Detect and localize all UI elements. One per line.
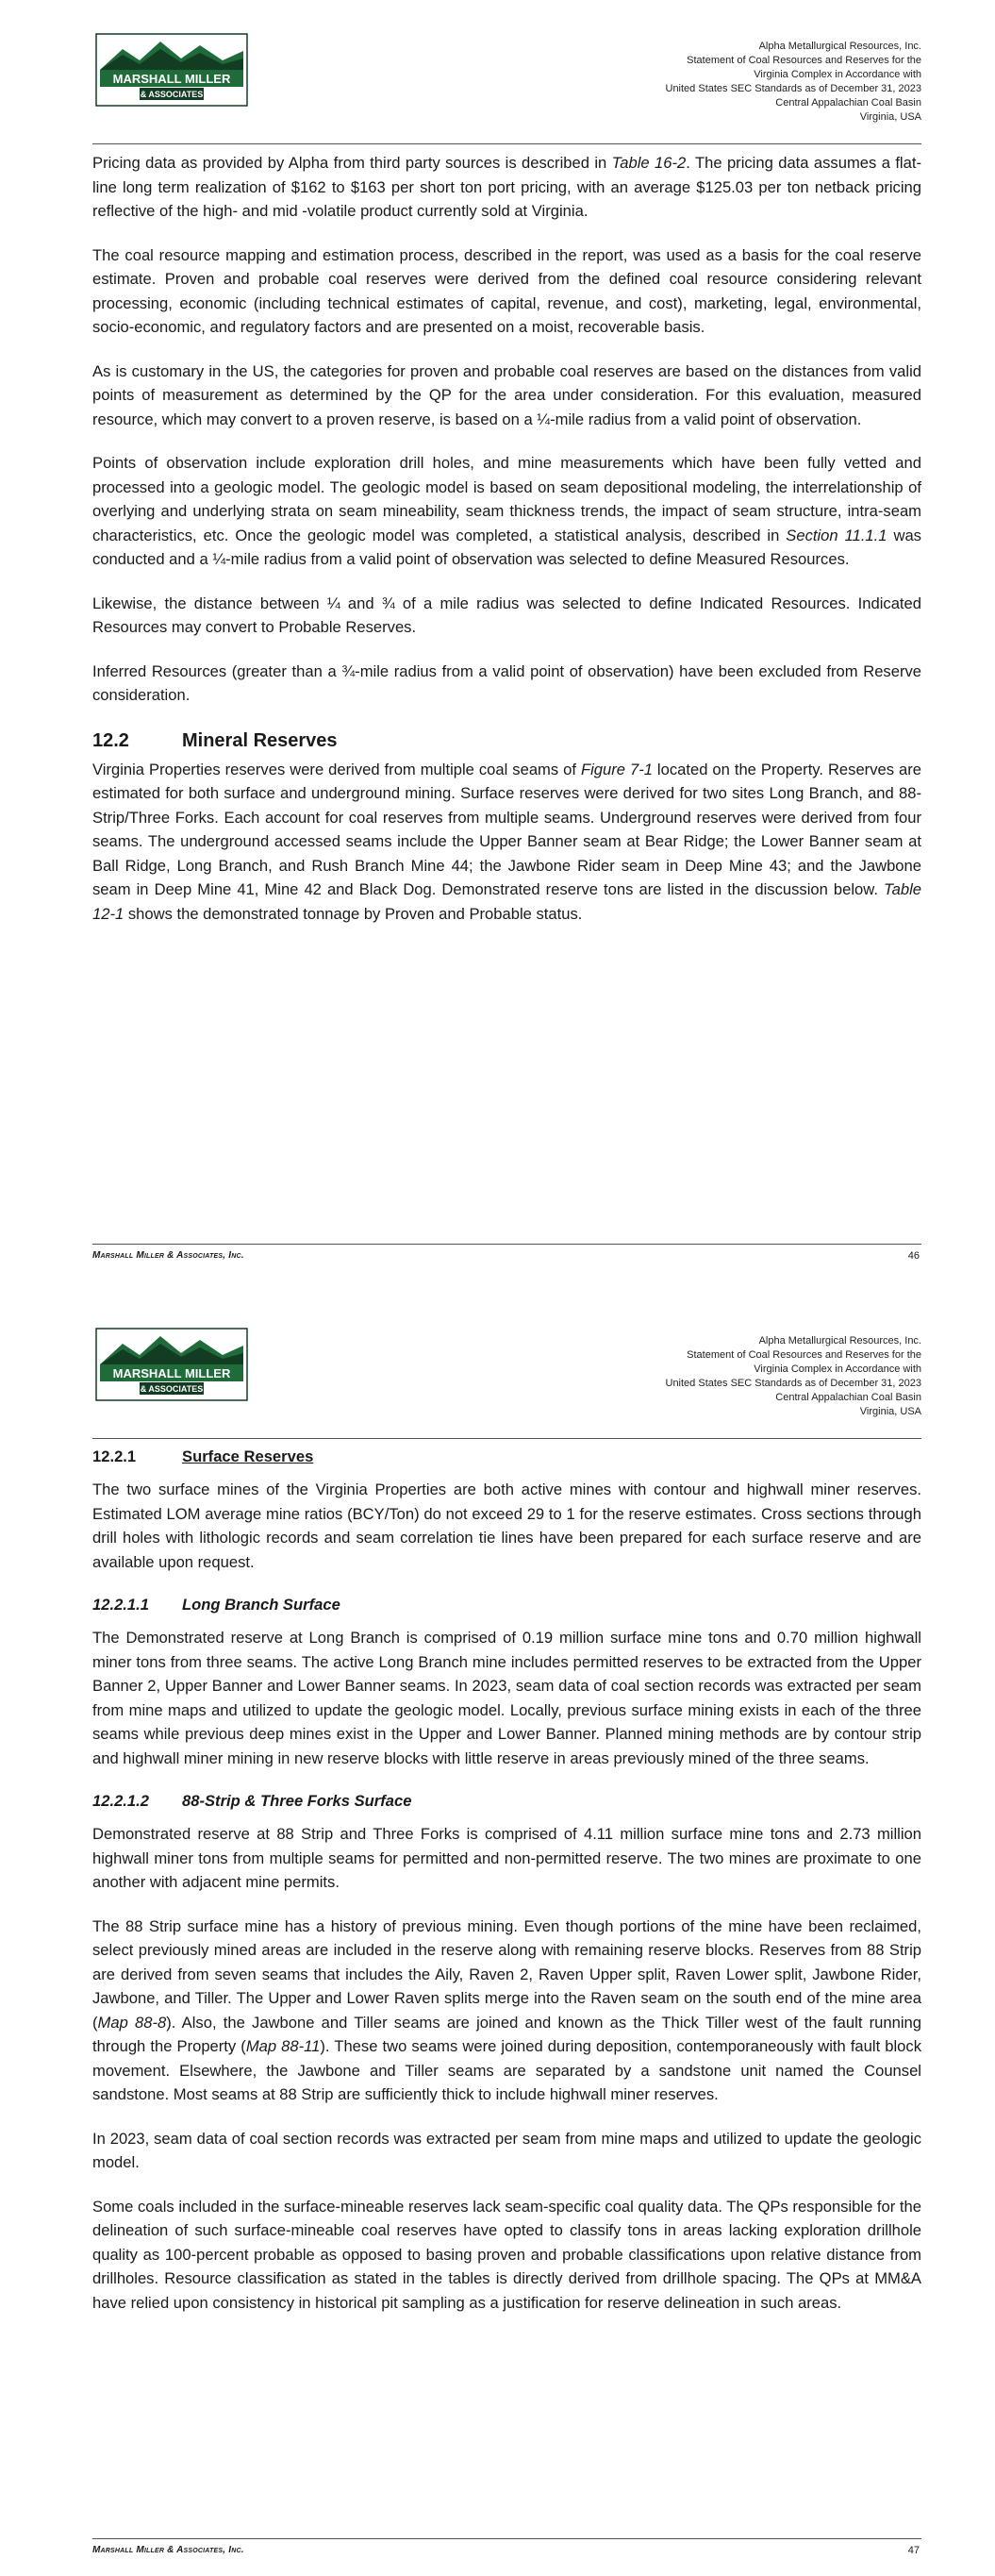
- paragraph-reserve-estimate: The coal resource mapping and estimation process, described in the report, was used as a basis for the coal reserve estimate. Proven and probable coal reserves were derived from the defined coal resource considering relevant processing, economic (including technical estimates of capital, revenue, and cost), marketing, legal, environmental, socio-economic, and regulatory factors and are presented on a moist, recoverable basis.: [92, 245, 921, 336]
- page-47-content: [92, 1446, 921, 2334]
- page-46-content: [92, 151, 921, 945]
- page-number: 46: [907, 1250, 920, 1262]
- paragraph-virginia-properties: Virginia Properties reserves were derived from multiple coal seams of Figure 7-1 located on the Property. Reserves are estimated for both surface and underground mining. Surface reserves were derived for two sites Long Branch, and 88-Strip/Three Forks. Each account for coal reserves from multiple seams. Underground reserves were derived from four seams. The underground accessed seams include the Upper Banner seam at Bear Ridge; the Lower Banner seam at Ball Ridge, Long Branch, and Rush Branch Mine 44; the Jawbone Rider seam in Deep Mine 43; and the Jawbone seam in Deep Mine 41, Mine 42 and Black Dog. Demonstrated reserve tons are listed in the discussion below. Table 12-1 shows the demonstrated tonnage by Proven and Probable status.: [92, 760, 921, 923]
- page-46: [0, 0, 995, 1281]
- footer-divider: [92, 1244, 921, 1245]
- paragraph-inferred: Inferred Resources (greater than a ¾-mile radius from a valid point of observation) have been excluded from Reserve consideration.: [92, 661, 921, 704]
- header-divider: [92, 143, 921, 144]
- paragraph-coal-quality: Some coals included in the surface-mineable reserves lack seam-specific coal quality data. The QPs responsible for the delineation of such surface-mineable coal reserves have opted to classify tons in areas lacking exploration drillhole quality as 100-percent probable as opposed to basing proven and probable classifications upon relative distance from drillholes. Resource classification as stated in the tables is directly derived from drillhole spacing. The QPs at MM&A have relied upon consistency in historical pit sampling as a justification for reserve delineation in such areas.: [92, 2197, 921, 2312]
- footer-company: Marshall Miller & Associates, Inc.: [92, 1250, 244, 1261]
- svg-text:MARSHALL MILLER: MARSHALL MILLER: [112, 1366, 231, 1380]
- header-line: Virginia Complex in Accordance with: [754, 69, 921, 80]
- paragraph-observation-points: Points of observation include exploration drill holes, and mine measurements which have been fully vetted and processed into a geologic model. The geologic model is based on seam depositional modeling, the interrelationship of overlying and underlying strata on seam mineability, seam thickness trends, the impact of seam structure, intra-seam characteristics, etc. Once the geologic model was completed, a statistical analysis, described in Section 11.1.1 was conducted and a ¼-mile radius from a valid point of observation was selected to define Measured Resources.: [92, 454, 921, 568]
- subsection-heading-long-branch: 12.2.1.1 Long Branch Surface: [92, 1596, 340, 1614]
- page-number: 47: [907, 2545, 920, 2556]
- svg-text:& ASSOCIATES: & ASSOCIATES: [140, 1384, 204, 1394]
- page-gap: [0, 1281, 995, 1295]
- company-logo: [94, 1327, 249, 1402]
- header-line: Virginia Complex in Accordance with: [754, 1363, 921, 1375]
- table-reference: Table 12-1: [92, 880, 921, 923]
- document-header: [666, 1334, 922, 1419]
- footer-divider: [92, 2538, 921, 2539]
- svg-text:& ASSOCIATES: & ASSOCIATES: [140, 90, 204, 99]
- paragraph-88-strip-demonstrated: Demonstrated reserve at 88 Strip and Three Forks is comprised of 4.11 million surface mine tons and 2.73 million highwall miner tons from multiple seams for permitted and non-permitted reserve. The two mines are proximate to one another with adjacent mine permits.: [92, 1825, 921, 1891]
- paragraph-long-branch: The Demonstrated reserve at Long Branch is comprised of 0.19 million surface mine tons and 0.70 million highwall miner tons from three seams. The active Long Branch mine includes permitted reserves to be extracted from the Upper Banner 2, Upper Banner and Lower Banner seams. In 2023, seam data of coal section records was extracted per seam from mine maps and utilized to update the geologic model. Locally, previous surface mining exists in each of the three seams while previous deep mines exist in the Upper and Lower Banner. Planned mining methods are by contour strip and highwall miner mining in new reserve blocks with little reserve in areas previously mined of the three seams.: [92, 1629, 921, 1767]
- header-line: Virginia, USA: [859, 1406, 921, 1417]
- header-line: Alpha Metallurgical Resources, Inc.: [758, 1335, 921, 1347]
- header-line: Statement of Coal Resources and Reserves for the: [687, 1349, 921, 1361]
- header-line: Alpha Metallurgical Resources, Inc.: [758, 41, 921, 52]
- header-line: Central Appalachian Coal Basin: [775, 1392, 921, 1403]
- map-reference: Map 88-8: [97, 2013, 167, 2032]
- section-reference: Section 11.1.1: [786, 526, 887, 544]
- paragraph-categories: As is customary in the US, the categories for proven and probable coal reserves are based on the distances from valid points of measurement as determined by the QP for the area under consideration. For this evaluation, measured resource, which may convert to a proven reserve, is based on a ¼-mile radius from a valid point of observation.: [92, 361, 921, 428]
- header-line: Central Appalachian Coal Basin: [775, 97, 921, 109]
- footer-company: Marshall Miller & Associates, Inc.: [92, 2545, 244, 2555]
- header-line: Statement of Coal Resources and Reserves for the: [687, 55, 921, 66]
- paragraph-88-strip-history: The 88 Strip surface mine has a history of previous mining. Even though portions of the mine have been reclaimed, select previously mined areas are included in the reserve along with remaining reserve blocks. Reserves from 88 Strip are derived from seven seams that includes the Aily, Raven 2, Raven Upper split, Raven Lower split, Jawbone Rider, Jawbone, and Tiller. The Upper and Lower Raven splits merge into the Raven seam on the south end of the mine area (Map 88-8). Also, the Jawbone and Tiller seams are joined and known as the Thick Tiller west of the fault running through the Property (Map 88-11). These two seams were joined during deposition, contemporaneously with fault block movement. Elsewhere, the Jawbone and Tiller seams are separated by a sandstone unit named the Counsel sandstone. Most seams at 88 Strip are sufficiently thick to include highwall miner reserves.: [92, 1916, 921, 2103]
- company-logo: [94, 32, 249, 108]
- header-line: Virginia, USA: [859, 111, 921, 123]
- figure-reference: Figure 7-1: [580, 760, 653, 778]
- table-reference: Table 16-2: [611, 154, 687, 172]
- paragraph-indicated: Likewise, the distance between ¼ and ¾ of a mile radius was selected to define Indicated Resources. Indicated Resources may convert to Probable Reserves.: [92, 594, 921, 636]
- map-reference: Map 88-11: [245, 2037, 321, 2055]
- subsection-heading-surface-reserves: 12.2.1 Surface Reserves: [92, 1447, 314, 1465]
- page-47: [0, 1295, 995, 2576]
- header-divider: [92, 1438, 921, 1439]
- subsection-heading-88-strip: 12.2.1.2 88-Strip & Three Forks Surface: [92, 1792, 412, 1810]
- document-header: [666, 40, 922, 125]
- svg-text:MARSHALL MILLER: MARSHALL MILLER: [112, 72, 231, 86]
- paragraph-pricing: Pricing data as provided by Alpha from third party sources is described in Table 16-2. The pricing data assumes a flat-line long term realization of $162 to $163 per short ton port pricing, with an average $125.03 per ton netback pricing reflective of the high- and mid -volatile product currently sold at Virginia.: [92, 154, 921, 220]
- paragraph-surface-mines: The two surface mines of the Virginia Properties are both active mines with contour and highwall miner reserves. Estimated LOM average mine ratios (BCY/Ton) do not exceed 29 to 1 for the reserve estimates. Cross sections through drill holes with lithologic records and seam correlation tie lines have been prepared for each surface reserve and are available upon request.: [92, 1480, 921, 1571]
- paragraph-seam-data: In 2023, seam data of coal section records was extracted per seam from mine maps and utilized to update the geologic model.: [92, 2129, 921, 2171]
- section-heading-mineral-reserves: 12.2 Mineral Reserves: [92, 729, 338, 751]
- header-line: United States SEC Standards as of December 31, 2023: [665, 1378, 921, 1389]
- header-line: United States SEC Standards as of December 31, 2023: [665, 83, 921, 94]
